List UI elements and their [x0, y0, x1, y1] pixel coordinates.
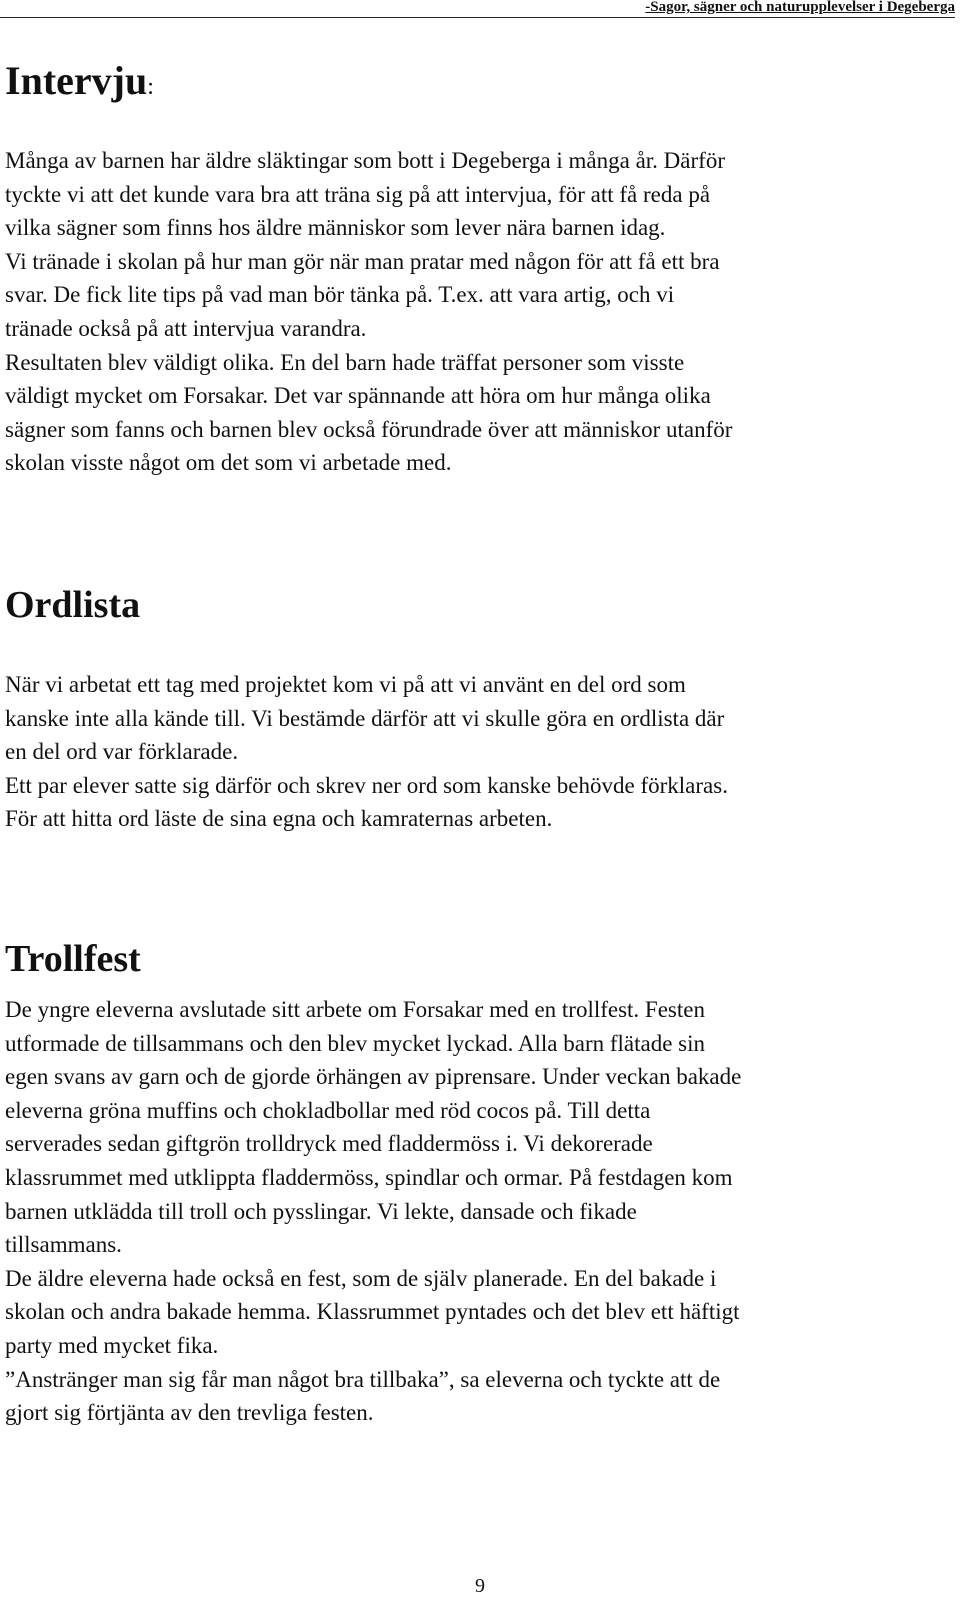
- section-text-trollfest: De yngre eleverna avslutade sitt arbete om Forsakar med en trollfest. Festen utformade de tillsammans och den blev mycket lyckad. Alla barn flätade sin egen svans av garn och de gjorde örhängen av piprensare. Under veckan bakade eleverna gröna muffins och chokladbollar med röd cocos på. Till detta serverades sedan giftgrön trolldryck med fladdermöss i. Vi dekorerade klassrummet med utklippta fladdermöss, spindlar och ormar. På festdagen kom barnen utklädda till troll och pysslingar. Vi lekte, dansade och fikade tillsammans. De äldre eleverna hade också en fest, som de själv planerade. En del bakade i skolan och andra bakade hemma. Klassrummet pyntades och det blev ett häftigt party med mycket fika. ”Anstränger man sig får man något bra tillbaka”, sa eleverna och tyckte att de gjort sig förtjänta av den trevliga festen.: [5, 997, 742, 1426]
- section-heading-ordlista: Ordlista: [5, 584, 141, 626]
- running-header-title: -Sagor, sägner och naturupplevelser i Degeberga: [645, 0, 955, 15]
- section-heading-intervju-colon: :: [147, 74, 154, 100]
- running-header: [0, 0, 955, 18]
- section-heading-trollfest: Trollfest: [5, 938, 141, 980]
- section-text-intervju: Många av barnen har äldre släktingar som bott i Degeberga i många år. Därför tyckte vi att det kunde vara bra att träna sig på att intervjua, för att få reda på vilka sägner som finns hos äldre människor som lever nära barnen idag. Vi tränade i skolan på hur man gör när man pratar med någon för att få ett bra svar. De fick lite tips på vad man bör tänka på. T.ex. att vara artig, och vi tränade också på att intervjua varandra. Resultaten blev väldigt olika. En del barn hade träffat personer som visste väldigt mycket om Forsakar. Det var spännande att höra om hur många olika sägner som fanns och barnen blev också förundrade över att människor utanför skolan visste något om det som vi arbetade med.: [5, 148, 733, 476]
- section-text-ordlista: När vi arbetat ett tag med projektet kom vi på att vi använt en del ord som kanske inte alla kände till. Vi bestämde därför att vi skulle göra en ordlista där en del ord var förklarade. Ett par elever satte sig därför och skrev ner ord som kanske behövde förklaras. För att hitta ord läste de sina egna och kamraternas arbeten.: [5, 672, 728, 832]
- page-number: 9: [475, 1575, 485, 1597]
- section-heading-intervju-text: Intervju: [5, 58, 148, 103]
- section-heading-intervju: [5, 54, 154, 114]
